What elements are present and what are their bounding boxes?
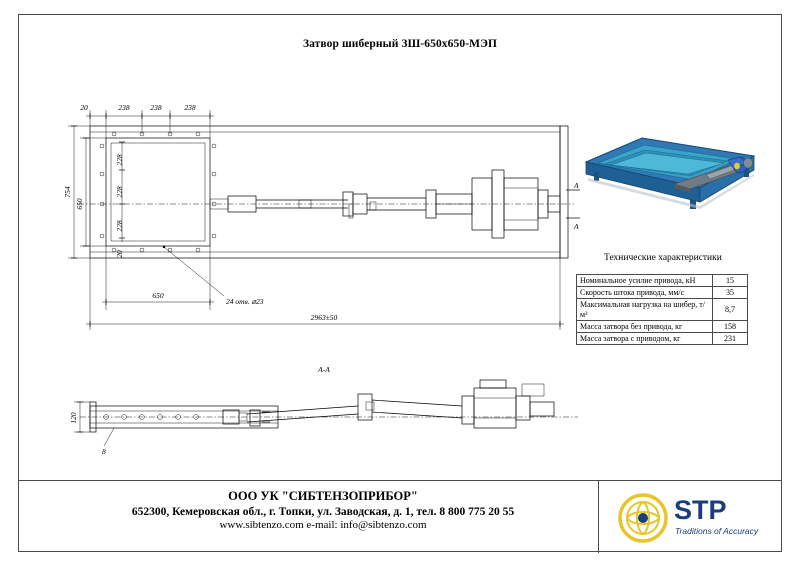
- company-name: ООО УК "СИБТЕНЗОПРИБОР": [228, 489, 418, 503]
- dim-650-left: 650: [75, 198, 84, 210]
- stp-emblem-icon: [618, 493, 668, 543]
- table-row: [577, 332, 748, 344]
- section-mark-a-bottom: A: [574, 222, 579, 231]
- dim-238-c: 238: [184, 103, 196, 112]
- note-holes: 24 отв. ⌀23: [226, 297, 264, 306]
- top-view-gate-plate: [78, 132, 574, 252]
- tech-characteristics-table: [576, 274, 748, 345]
- table-row: [577, 299, 748, 320]
- tech-row-value: 231: [713, 332, 748, 344]
- tech-row-value: 158: [713, 320, 748, 332]
- tech-row-name: Масса затвора без привода, кг: [577, 320, 713, 332]
- dim-238-a: 238: [118, 103, 130, 112]
- product-3d-render: [578, 126, 758, 231]
- tech-row-name: Скорость штока привода, мм/с: [577, 287, 713, 299]
- table-row: [577, 275, 748, 287]
- tech-row-name: Масса затвора с приводом, кг: [577, 332, 713, 344]
- section-mark-a-top: A: [574, 181, 579, 190]
- table-row: [577, 287, 748, 299]
- dim-20-top: 20: [80, 103, 88, 112]
- logo-tagline: Traditions of Accuracy: [675, 526, 759, 536]
- company-web: www.sibtenzo.com e-mail: info@sibtenzo.com: [219, 519, 427, 531]
- dim-228-c: 228: [115, 220, 124, 232]
- dim-8: 8: [102, 447, 106, 456]
- company-info: [58, 489, 588, 531]
- dim-754: 754: [63, 186, 72, 198]
- logo-text: STP: [674, 495, 727, 525]
- top-view-dimensions: [63, 103, 564, 330]
- table-row: [577, 320, 748, 332]
- company-address: 652300, Кемеровская обл., г. Топки, ул. Заводская, д. 1, тел. 8 800 775 20 55: [131, 506, 515, 518]
- tech-table-caption: Технические характеристики: [604, 253, 722, 263]
- dim-238-b: 238: [150, 103, 162, 112]
- dim-20-bottom: 20: [115, 250, 124, 258]
- dim-120: 120: [69, 412, 78, 424]
- tech-row-name: Номинальное усилие привода, кН: [577, 275, 713, 287]
- dim-228-a: 228: [115, 154, 124, 166]
- company-logo: [618, 493, 788, 543]
- page-title: Затвор шиберный ЗШ-650х650-МЭП: [302, 38, 498, 50]
- tech-row-value: 15: [713, 275, 748, 287]
- title-block-divider: [598, 481, 599, 553]
- engineering-drawing: [18, 14, 782, 484]
- section-view: [69, 380, 578, 456]
- title-block: [18, 480, 782, 552]
- dim-overall-length: 2963±50: [310, 313, 338, 322]
- dim-650-bottom: 650: [152, 291, 164, 300]
- dim-228-b: 228: [115, 186, 124, 198]
- section-label: A-A: [318, 365, 330, 374]
- tech-row-name: Максимальная нагрузка на шибер, т/м²: [577, 299, 713, 320]
- tech-row-value: 35: [713, 287, 748, 299]
- tech-row-value: 8,7: [713, 299, 748, 320]
